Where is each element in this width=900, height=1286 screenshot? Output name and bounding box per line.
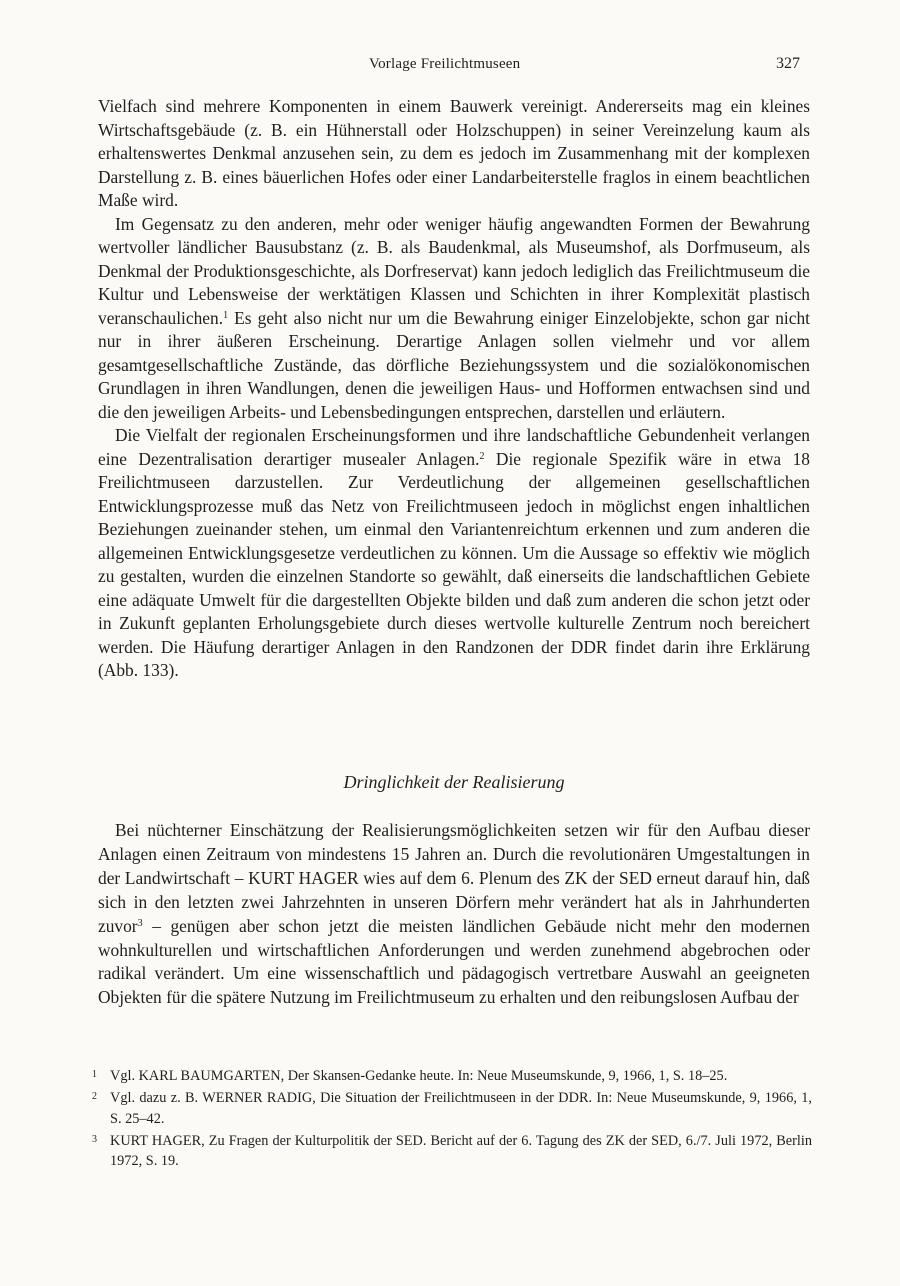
page-number: 327 [776,55,800,72]
running-title: Vorlage Freilichtmuseen [369,56,521,72]
footnote-3-marker: 3 [92,1133,97,1145]
footnote-2 [92,1088,812,1129]
running-head [0,56,900,80]
footnote-1-marker: 1 [92,1069,97,1080]
section-paragraph-1-part-1: Bei nüchterner Einschätzung der Realisierungsmöglichkeiten setzen wir für den Aufbau dieser Anlagen einen Zeitraum von mindestens 15 Jahren an. Durch die revolutionären Umgestaltungen in der Landwirtschaft – KURT HAGER wies auf dem 6. Plenum des ZK der SED erneut darauf hin, daß sich in den letzten zwei Jahrzehnten in unseren Dörfern mehr verändert hat als in Jahrhunderten zuvor [98,820,810,936]
footnote-ref-2[interactable]: 2 [479,450,485,462]
paragraph-2-part-2: Es geht also nicht nur um die Bewahrung einiger Einzelobjekte, schon gar nicht nur in ihrer äußeren Erscheinung. Derartige Anlagen sollen vielmehr und vor allem gesamtgesellschaftliche Zustände, das dörfliche Beziehungssystem und die sozialökonomischen Grundlagen in ihren Wandlungen, denen die jeweiligen Haus- und Hofformen entwachsen sind und die den jeweiligen Arbeits- und Lebensbedingungen entsprechen, darstellen und erläutern. [98,307,810,422]
body-text [98,95,810,683]
footnote-3-text: KURT HAGER, Zu Fragen der Kulturpolitik der SED. Bericht auf der 6. Tagung des ZK der SED, 6./7. Juli 1972, Berlin 1972, S. 19. [110,1132,812,1169]
footnote-3 [92,1131,812,1172]
footnotes [92,1066,812,1173]
paragraph-2-part-1: Im Gegensatz zu den anderen, mehr oder weniger häufig angewandten Formen der Bewahrung wertvoller ländlicher Bausubstanz (z. B. als Baudenkmal, als Museumshof, als Dorfmuseum, als Denkmal der Produktionsgeschichte, als Dorfreservat) kann jedoch lediglich das Freilichtmuseum die Kultur und Lebensweise der werktätigen Klassen und Schichten in ihrer Komplexität plastisch veranschaulichen. [98,213,810,328]
footnote-2-marker: 2 [92,1091,97,1102]
section-paragraph-1-part-2: – genügen aber schon jetzt die meisten ländlichen Gebäude nicht mehr den modernen wohnkulturellen und wirtschaftlichen Anforderungen und werden zunehmend abgebrochen oder radikal verändert. Um eine wissenschaftlich und pädagogisch vertretbare Auswahl an geeigneten Objekten für die spätere Nutzung im Freilichtmuseum zu erhalten und den reibungslosen Aufbau der [98,915,810,1008]
paragraph-3-part-2: Die regionale Spezifik wäre in etwa 18 Freilichtmuseen darzustellen. Zur Verdeutlichung der allgemeinen gesellschaftlichen Entwicklungsprozesse muß das Netz von Freilichtmuseen jedoch in möglichst engen inhaltlichen Beziehungen zueinander stehen, um einmal den Variantenreichtum erkennen und zum anderen die allgemeinen Entwicklungsgesetze verdeutlichen zu können. Um die Aussage so effektiv wie möglich zu gestalten, wurden die einzelnen Standorte so gewählt, daß einerseits die landschaftlichen Gebiete eine adäquate Umwelt für die dargestellten Objekte bilden und daß zum anderen die schon jetzt oder in Zukunft geplanten Erholungsgebiete durch dieses wertvolle kulturelle Zentrum noch bereichert werden. Die Häufung derartiger Anlagen in den Randzonen der DDR findet darin ihre Erklärung (Abb. 133). [98,448,811,680]
footnote-ref-3[interactable]: 3 [137,917,143,929]
paragraph-3 [98,424,810,683]
section-paragraph-1 [98,819,810,1010]
paragraph-1: Vielfach sind mehrere Komponenten in einem Bauwerk vereinigt. Andererseits mag ein kleines Wirtschaftsgebäude (z. B. ein Hühnerstall oder Holzschuppen) in seiner Vereinzelung kaum als erhaltenswertes Denkmal anzusehen sein, zu dem es jedoch im Zusammenhang mit der komplexen Darstellung z. B. eines bäuerlichen Hofes oder einer Landarbeiterstelle fraglos in einem beachtlichen Maße wird. [98,96,810,210]
paragraph-2 [98,213,810,425]
section-heading: Dringlichkeit der Realisierung [343,772,565,792]
footnote-2-text: Vgl. dazu z. B. WERNER RADIG, Die Situation der Freilichtmuseen in der DDR. In: Neue Museumskunde, 9, 1966, 1, S. 25–42. [110,1090,812,1127]
footnote-ref-1[interactable]: 1 [223,309,229,321]
footnote-1-text: Vgl. KARL BAUMGARTEN, Der Skansen-Gedanke heute. In: Neue Museumskunde, 9, 1966, 1, S. 18–25. [110,1068,728,1084]
section-text [98,819,810,1010]
footnote-1 [92,1066,812,1087]
paragraph-3-part-1: Die Vielfalt der regionalen Erscheinungsformen und ihre landschaftliche Gebundenheit verlangen eine Dezentralisation derartiger musealer Anlagen. [98,425,810,469]
